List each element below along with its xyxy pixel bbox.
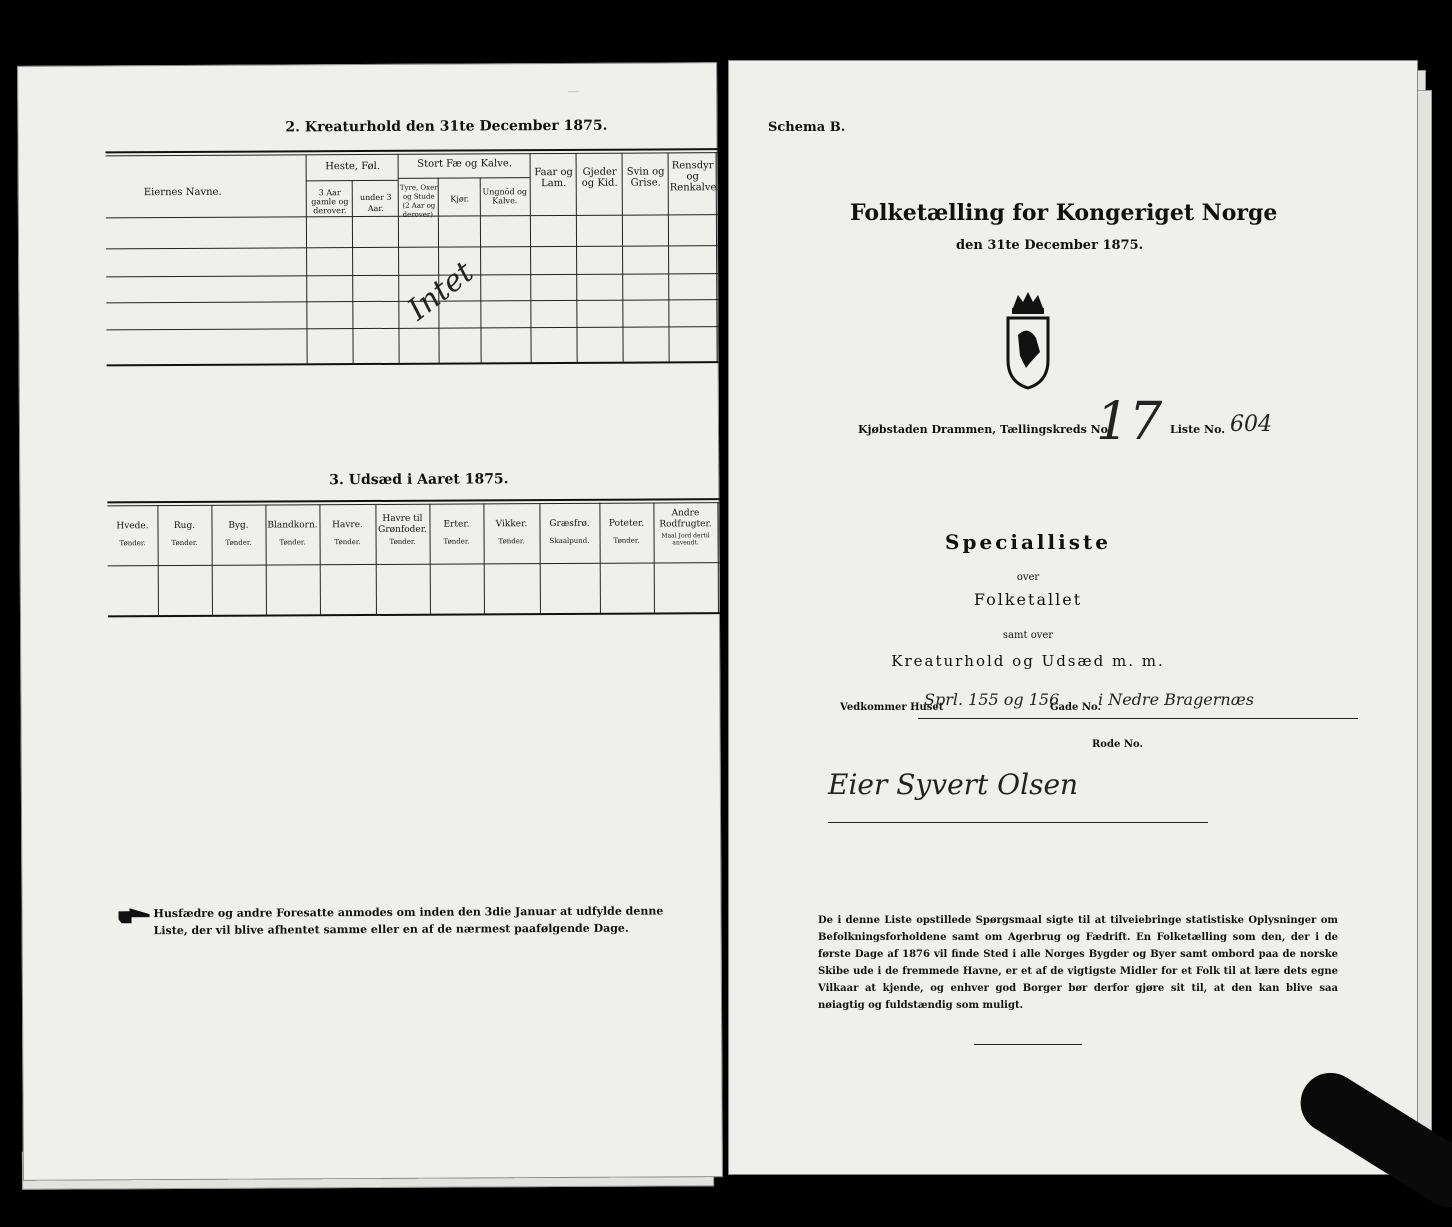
folketallet-label: Folketallet — [973, 590, 1083, 609]
header-cattle: Stort Fæ og Kalve. — [417, 158, 512, 170]
header-pigs: Svin og Grise. — [626, 166, 665, 189]
street-label: Gade No. — [1050, 702, 1101, 713]
seed-header-potatoes: Poteter. Tønder. — [608, 518, 645, 545]
section2-title: 2. Kreaturhold den 31te December 1875. — [285, 117, 608, 136]
header-owner: Eiernes Navne. — [143, 186, 222, 199]
house-value: Sprl. 155 og 156 — [924, 690, 1060, 709]
seed-headers — [107, 508, 719, 571]
census-date: den 31te December 1875. — [956, 238, 1144, 253]
info-paragraph: De i denne Liste opstillede Spørgsmaal sigte til at tilveiebringe statistiske Oplysninger om Befolkningsforholdene samt om Agerbrug og Fædrift. En Folketælling som den, der i de første Dage af 1876 vil finde Sted i alle Norges Bygder og Byer samt ombord paa de norske Skibe ude i de fremmede Havne, er et af de vigtigste Midler for et Folk til at lære dets egne Vilkaar at kjende, og enhver god Borger bør derfor gjøre sit til, at den kan blive saa nøiagtig og fuldstændig som muligt. — [818, 915, 1338, 1011]
section3-title: 3. Udsæd i Aaret 1875. — [329, 471, 509, 489]
district-number: 17 — [1096, 392, 1163, 452]
rode-label: Rode No. — [1092, 739, 1143, 750]
livestock-handwritten-note: Intet — [401, 254, 481, 328]
right-page — [728, 60, 1418, 1175]
pointing-hand-icon — [117, 907, 147, 923]
header-calves: Ungnöd og Kalve. — [482, 187, 528, 206]
list-number: 604 — [1230, 412, 1272, 437]
over-label: over — [1016, 572, 1040, 583]
seed-header-oats: Havre. Tønder. — [332, 520, 363, 547]
street-value: i Nedre Bragernæs — [1098, 690, 1254, 709]
header-horses-young: under 3 Aar. — [359, 192, 392, 214]
seed-header-root-crops: Andre Rodfrugter. Maal Jord dertil anvendt. — [659, 508, 712, 547]
seed-header-peas: Erter. Tønder. — [443, 519, 470, 546]
seed-header-barley: Byg. Tønder. — [225, 520, 252, 547]
seed-header-grass-seed: Græsfrø. Skaalpund. — [549, 518, 590, 546]
header-horses-old: 3 Aar gamle og derover. — [311, 188, 349, 216]
seed-header-rye: Rug. Tønder. — [171, 520, 198, 548]
city-label: Kjøbstaden Drammen, — [858, 423, 997, 436]
header-cows: Kjør. — [450, 194, 470, 204]
census-title: Folketælling for Kongeriget Norge — [850, 200, 1278, 226]
seed-header-wheat: Hvede. Tønder. — [116, 521, 149, 548]
owner-signature: Eier Syvert Olsen — [828, 768, 1079, 801]
left-page — [17, 62, 723, 1181]
schema-label: Schema B. — [768, 120, 846, 135]
list-label: Liste No. — [1170, 423, 1226, 436]
header-sheep: Faar og Lam. — [534, 166, 573, 190]
house-label: Vedkommer Huset — [840, 702, 944, 713]
seed-header-green-oats: Havre til Grønfoder. Tønder. — [378, 513, 427, 546]
header-reindeer: Rensdyr og Renkalve. — [669, 160, 720, 194]
header-oxen: Tyre, Oxer og Stude (2 Aar og derover). — [399, 183, 438, 219]
seed-header-mixed: Blandkorn. Tønder. — [267, 520, 318, 547]
district-label: Tællingskreds No. — [1000, 423, 1112, 436]
header-goats: Gjeder og Kid. — [581, 166, 618, 189]
seed-header-vetch: Vikker. Tønder. — [495, 519, 528, 546]
coat-of-arms-icon — [998, 290, 1058, 390]
header-horses: Heste, Føl. — [325, 160, 381, 173]
notice-text: Husfædre og andre Foresatte anmodes om inden den 3die Januar at udfylde denne Liste, der vil blive afhentet samme eller en af de nærmest paafølgende Dage. — [153, 904, 664, 938]
ghost-text: — — [567, 83, 580, 98]
special-list-title: Specialliste — [945, 530, 1111, 554]
livestock-seed-label: Kreaturhold og Udsæd m. m. — [891, 652, 1165, 670]
samt-over-label: samt over — [1002, 630, 1054, 641]
